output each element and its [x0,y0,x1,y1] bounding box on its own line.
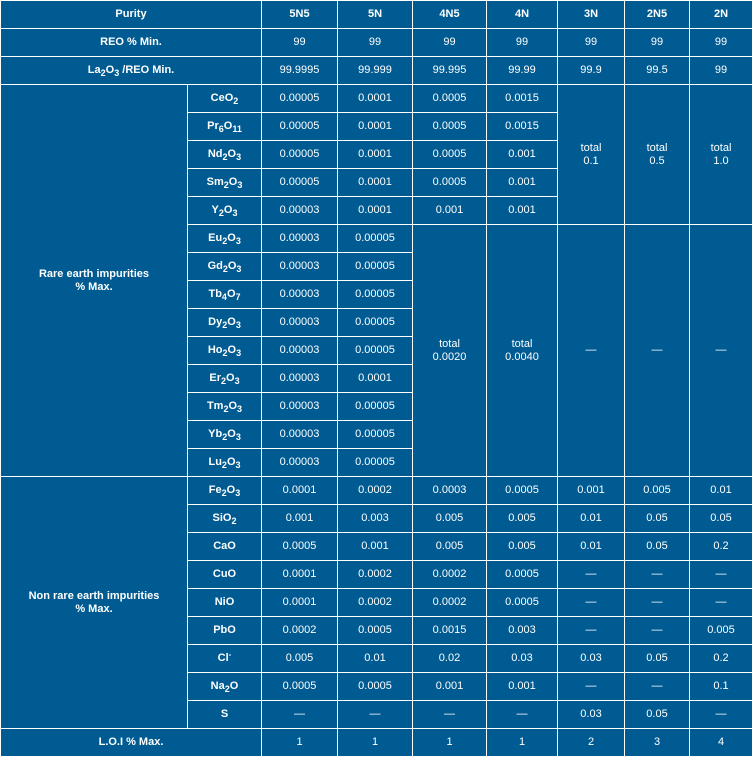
subscript: 3 [237,404,243,414]
la-symbol: La [87,64,101,76]
subscript: 6 [218,124,224,134]
value-cell: 0.00005 [338,449,413,477]
total-cell [487,225,558,477]
value-cell: 0.00003 [262,281,338,309]
value-cell: 0.0001 [338,85,413,113]
la2o3-label-suffix: /REO Min. [119,64,175,76]
value-cell: 0.005 [690,617,753,645]
value-cell: 0.0015 [413,617,487,645]
total-value: 1.0 [713,154,729,167]
value-cell: 0.00005 [338,393,413,421]
total-value: 0.5 [649,154,665,167]
value-cell: 0.00003 [262,309,338,337]
value-cell: 99 [625,29,690,57]
la2o3-label [1,57,262,85]
value-cell: — [558,589,625,617]
grade-5n: 5N [338,1,413,29]
element-symbol: CaO [213,540,236,552]
value-cell: — [338,701,413,729]
subscript: 2 [218,208,224,218]
compound-name [188,253,262,281]
value-cell: 0.00003 [262,421,338,449]
element-symbol: O [227,260,237,272]
value-cell: 0.0003 [413,477,487,505]
value-cell: 0.0005 [487,561,558,589]
subscript: 3 [236,348,242,358]
element-symbol: Ce [210,92,225,104]
value-cell: 0.05 [625,533,690,561]
value-cell: 0.005 [413,533,487,561]
value-cell: 0.005 [625,477,690,505]
element-symbol: Cl [217,652,229,664]
subscript: 3 [235,432,241,442]
value-cell: 0.005 [413,505,487,533]
element-symbol: Sm [206,176,224,188]
element-symbol: O [223,120,233,132]
value-cell: 0.2 [690,645,753,673]
value-cell: 3 [625,729,690,757]
value-cell: 99 [338,29,413,57]
compound-name [188,393,262,421]
value-cell: 0.03 [558,645,625,673]
subscript: 2 [222,264,228,274]
value-cell: 0.001 [413,197,487,225]
total-value: 0.1 [583,154,599,167]
value-cell: 0.0002 [413,561,487,589]
value-cell: 0.00003 [262,337,338,365]
subscript: 2 [222,152,228,162]
compound-name [188,589,262,617]
value-cell: — [690,701,753,729]
compound-name [188,141,262,169]
total-value: 0.0020 [432,350,467,363]
grade-5n5: 5N5 [262,1,338,29]
subscript: 2 [224,684,230,694]
element-symbol: CuO [212,568,237,580]
value-cell: — [625,589,690,617]
value-cell: 1 [413,729,487,757]
value-cell: 0.00003 [262,253,338,281]
superscript: - [228,650,232,659]
element-symbol: O [227,344,237,356]
value-cell: 0.001 [487,197,558,225]
element-symbol: O [227,148,237,160]
value-cell: — [625,673,690,701]
compound-name [188,617,262,645]
value-cell: 0.003 [487,617,558,645]
value-cell: 0.0001 [338,113,413,141]
compound-name [188,85,262,113]
value-cell: 0.001 [338,533,413,561]
value-cell: 0.003 [338,505,413,533]
value-cell: 0.0005 [413,85,487,113]
element-symbol: Nd [207,148,223,160]
value-cell: 0.0001 [262,561,338,589]
value-cell: 99.999 [338,57,413,85]
grade-2n5: 2N5 [625,1,690,29]
element-symbol: S [220,708,229,720]
compound-name [188,477,262,505]
subscript: 2 [223,180,229,190]
rare-earth-row [1,85,753,113]
subscript: 2 [231,516,237,526]
value-cell: — [413,701,487,729]
value-cell: 99 [690,29,753,57]
value-cell: — [625,561,690,589]
value-cell: 1 [338,729,413,757]
loi-label: L.O.I % Max. [1,729,262,757]
group-unit: % Max. [75,280,113,293]
value-cell: 99 [262,29,338,57]
subscript: 3 [234,376,240,386]
value-cell: 99 [413,29,487,57]
value-cell: 0.1 [690,673,753,701]
element-symbol: O [228,400,238,412]
value-cell: 0.001 [558,477,625,505]
la2o3-row [1,57,753,85]
value-cell: 0.0001 [262,477,338,505]
total-cell [413,225,487,477]
compound-name [188,197,262,225]
total-cell [690,85,753,225]
compound-name [188,505,262,533]
value-cell: — [690,589,753,617]
subscript: 3 [236,264,242,274]
subscript: 2 [222,236,228,246]
total-cell [625,85,690,225]
value-cell: 0.00005 [338,281,413,309]
value-cell: 0.0005 [413,113,487,141]
value-cell: 0.00005 [338,225,413,253]
compound-name [188,309,262,337]
value-cell: 0.05 [625,645,690,673]
value-cell: 99.9 [558,57,625,85]
value-cell: 0.0015 [487,85,558,113]
value-cell: — [558,673,625,701]
element-symbol: O [229,680,239,692]
value-cell: 0.0005 [413,169,487,197]
element-symbol: Eu [208,232,223,244]
value-cell: 0.00005 [262,85,338,113]
subscript: 3 [232,208,238,218]
value-cell: 0.0002 [338,561,413,589]
value-cell: 99 [690,57,753,85]
dash-cell: — [690,225,753,477]
subscript: 2 [221,488,227,498]
group-title: Rare earth impurities [38,267,150,280]
element-symbol: Si [212,512,223,524]
value-cell: 0.0005 [338,617,413,645]
element-symbol: O [226,288,236,300]
element-symbol: O [227,316,236,328]
element-symbol: Gd [207,260,223,272]
grade-4n: 4N [487,1,558,29]
value-cell: 1 [487,729,558,757]
element-symbol: Na [210,680,225,692]
total-word: total [710,141,732,154]
value-cell: 0.01 [338,645,413,673]
element-symbol: Fe [208,484,222,496]
element-symbol: Er [209,372,222,384]
element-symbol: O [227,428,236,440]
value-cell: 0.2 [690,533,753,561]
element-symbol: Y [211,204,219,216]
value-cell: 99.5 [625,57,690,85]
value-cell: 99.995 [413,57,487,85]
subscript: 11 [232,124,242,134]
compound-name [188,421,262,449]
element-symbol: Pr [207,120,219,132]
compound-name [188,281,262,309]
value-cell: 0.0001 [338,197,413,225]
subscript: 2 [222,348,228,358]
grade-4n5: 4N5 [413,1,487,29]
value-cell: 0.0001 [338,365,413,393]
value-cell: 0.05 [690,505,753,533]
value-cell: — [690,561,753,589]
element-symbol: Lu [208,456,222,468]
value-cell: 0.00005 [338,253,413,281]
dash-cell: — [625,225,690,477]
total-word: total [580,141,602,154]
value-cell: 0.0005 [262,533,338,561]
value-cell: 0.001 [262,505,338,533]
value-cell: 0.0001 [262,589,338,617]
element-symbol: Ho [207,344,223,356]
value-cell: — [262,701,338,729]
subscript: 2 [233,96,239,106]
loi-row [1,729,753,757]
value-cell: 0.001 [487,141,558,169]
compound-name [188,673,262,701]
value-cell: 0.00003 [262,449,338,477]
total-word: total [511,337,533,350]
total-word: total [646,141,668,154]
value-cell: 0.0002 [262,617,338,645]
subscript: 2 [222,432,228,442]
element-symbol: O [226,372,235,384]
rare-earth-group-label [1,85,188,477]
value-cell: 0.001 [413,673,487,701]
subscript: 7 [235,292,241,302]
subscript: 3 [236,152,242,162]
value-cell: 0.00005 [338,337,413,365]
grade-3n: 3N [558,1,625,29]
subscript: 3 [235,488,241,498]
subscript: 3 [237,180,243,190]
reo-label: REO % Min. [1,29,262,57]
compound-name [188,113,262,141]
value-cell: 0.03 [558,701,625,729]
total-value: 0.0040 [505,350,539,363]
value-cell: 0.00003 [262,197,338,225]
value-cell: 0.0005 [487,477,558,505]
value-cell: 0.0002 [413,589,487,617]
group-title: Non rare earth impurities [28,589,160,602]
value-cell: 0.0001 [338,169,413,197]
compound-name [188,169,262,197]
value-cell: 99 [487,29,558,57]
element-symbol: O [223,204,233,216]
element-symbol: NiO [214,596,235,608]
value-cell: 0.005 [262,645,338,673]
value-cell: 0.00005 [262,113,338,141]
value-cell: 0.001 [487,673,558,701]
value-cell: 0.00005 [262,141,338,169]
element-symbol: O [222,512,232,524]
non-rare-earth-group-label [1,477,188,729]
subscript: 2 [221,460,227,470]
value-cell: 0.01 [690,477,753,505]
value-cell: 0.05 [625,505,690,533]
compound-name [188,701,262,729]
compound-name [188,365,262,393]
element-symbol: O [226,456,236,468]
value-cell: 0.0002 [338,589,413,617]
value-cell: 0.05 [625,701,690,729]
compound-name [188,449,262,477]
element-symbol: PbO [213,624,236,636]
value-cell: 0.00005 [338,309,413,337]
total-cell [558,85,625,225]
subscript: 3 [235,460,241,470]
value-cell: 0.005 [487,533,558,561]
value-cell: 99 [558,29,625,57]
oxygen-subscript: 3 [114,68,120,78]
value-cell: 0.00005 [262,169,338,197]
purity-label: Purity [1,1,262,29]
value-cell: 0.03 [487,645,558,673]
value-cell: — [558,561,625,589]
value-cell: 0.0005 [338,673,413,701]
subscript: 3 [235,320,241,330]
value-cell: 0.0005 [487,589,558,617]
dash-cell: — [558,225,625,477]
value-cell: — [558,617,625,645]
table-body [1,1,753,757]
value-cell: 0.0015 [487,113,558,141]
subscript: 3 [235,236,241,246]
element-symbol: O [224,92,234,104]
value-cell: 0.0005 [262,673,338,701]
value-cell: 4 [690,729,753,757]
value-cell: — [625,617,690,645]
compound-name [188,337,262,365]
oxygen-symbol: O [105,64,115,76]
value-cell: 99.99 [487,57,558,85]
non-rare-earth-row [1,477,753,505]
value-cell: — [487,701,558,729]
value-cell: 0.02 [413,645,487,673]
compound-name [188,561,262,589]
element-symbol: Yb [208,428,223,440]
value-cell: 0.01 [558,533,625,561]
element-symbol: O [227,232,236,244]
value-cell: 1 [262,729,338,757]
value-cell: 0.00003 [262,225,338,253]
subscript: 2 [221,376,227,386]
grade-2n: 2N [690,1,753,29]
group-unit: % Max. [75,602,113,615]
element-symbol: O [226,484,236,496]
element-symbol: Tb [208,288,222,300]
value-cell: 0.005 [487,505,558,533]
value-cell: 0.00005 [338,421,413,449]
compound-name [188,645,262,673]
value-cell: 0.00003 [262,365,338,393]
header-row [1,1,753,29]
value-cell: 0.00003 [262,393,338,421]
total-word: total [439,337,460,350]
compound-name [188,225,262,253]
element-symbol: O [228,176,238,188]
element-symbol: Tm [206,400,224,412]
la-subscript: 2 [100,68,106,78]
value-cell: 0.0002 [338,477,413,505]
value-cell: 0.0005 [413,141,487,169]
element-symbol: Dy [208,316,223,328]
value-cell: 99.9995 [262,57,338,85]
subscript: 2 [222,320,228,330]
reo-row [1,29,753,57]
value-cell: 0.001 [487,169,558,197]
value-cell: 0.01 [558,505,625,533]
compound-name [188,533,262,561]
value-cell: 2 [558,729,625,757]
value-cell: 0.0001 [338,141,413,169]
subscript: 2 [223,404,229,414]
subscript: 4 [221,292,227,302]
